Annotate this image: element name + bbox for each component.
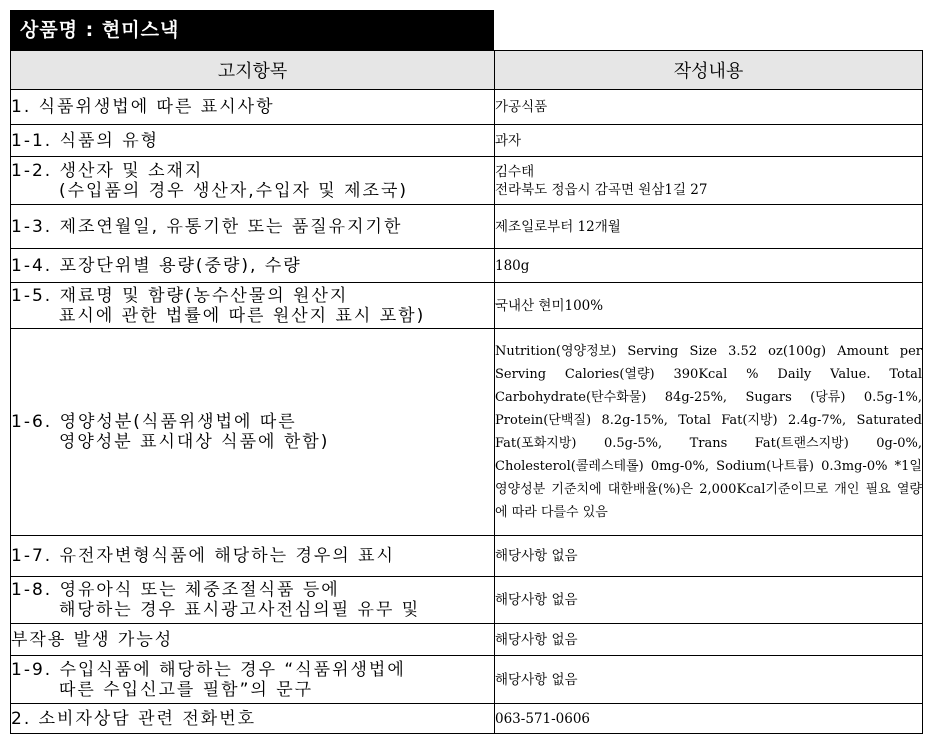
row-content: 제조일로부터 12개월 bbox=[495, 205, 923, 249]
table-row bbox=[11, 249, 923, 283]
row-content: 해당사항 없음 bbox=[495, 624, 923, 656]
table-row bbox=[11, 536, 923, 577]
nutrition-note: *1일 영양성분 기준치에 대한배율(%)은 2,000Kcal기준이므로 개인 필요 열량에 따라 다를수 있음 bbox=[495, 459, 922, 520]
table-row bbox=[11, 656, 923, 704]
row-item: 1. 식품위생법에 따른 표시사항 bbox=[11, 90, 495, 125]
row-content: 가공식품 bbox=[495, 90, 923, 125]
row-item: 1-3. 제조연월일, 유통기한 또는 품질유지기한 bbox=[11, 205, 495, 249]
nutrition-text: Nutrition(영양정보) Serving Size 3.52 oz(100g) Amount per Serving Calories(열량) 390Kcal % Daily Value. Total Carbohydrate(탄수화물) 84g-25%, Sugars (당류) 0.5g-1%, Protein(단백질) 8.2g-15%, Total Fat(지방) 2.4g-7%, Saturated Fat(포화지방) 0.5g-5%, Trans Fat(트랜스지방) 0g-0%, Cholesterol(콜레스테롤) 0mg-0%, Sodium(나트륨) 0.3mg-0% bbox=[495, 344, 922, 474]
product-info-table bbox=[10, 50, 923, 734]
header-item: 고지항목 bbox=[11, 51, 495, 90]
table-row-nutrition bbox=[11, 329, 923, 536]
product-name-banner bbox=[10, 10, 494, 50]
nutrition-facts bbox=[495, 329, 923, 536]
table-row bbox=[11, 624, 923, 656]
table-row bbox=[11, 125, 923, 157]
table-row bbox=[11, 205, 923, 249]
row-content: 해당사항 없음 bbox=[495, 536, 923, 577]
row-content: 180g bbox=[495, 249, 923, 283]
row-content: 해당사항 없음 bbox=[495, 577, 923, 624]
row-content: 과자 bbox=[495, 125, 923, 157]
row-content: 063-571-0606 bbox=[495, 704, 923, 734]
row-item: 부작용 발생 가능성 bbox=[11, 624, 495, 656]
row-item: 1-9. 수입식품에 해당하는 경우 “식품위생법에 따른 수입신고를 필함”의 문구 bbox=[11, 656, 495, 704]
header-content: 작성내용 bbox=[495, 51, 923, 90]
table-row bbox=[11, 704, 923, 734]
row-content: 해당사항 없음 bbox=[495, 656, 923, 704]
row-item: 1-1. 식품의 유형 bbox=[11, 125, 495, 157]
row-item: 1-8. 영유아식 또는 체중조절식품 등에 해당하는 경우 표시광고사전심의필 유무 및 bbox=[11, 577, 495, 624]
product-name-label: 상품명 : 현미스낵 bbox=[20, 19, 180, 41]
row-item: 1-2. 생산자 및 소재지 (수입품의 경우 생산자,수입자 및 제조국) bbox=[11, 157, 495, 205]
table-header-row bbox=[11, 51, 923, 90]
row-content: 김수태 전라북도 정읍시 감곡면 원삼1길 27 bbox=[495, 157, 923, 205]
table-row bbox=[11, 283, 923, 329]
row-item: 1-7. 유전자변형식품에 해당하는 경우의 표시 bbox=[11, 536, 495, 577]
table-row bbox=[11, 157, 923, 205]
row-item: 1-4. 포장단위별 용량(중량), 수량 bbox=[11, 249, 495, 283]
row-item: 1-6. 영양성분(식품위생법에 따른 영양성분 표시대상 식품에 한함) bbox=[11, 329, 495, 536]
row-content: 국내산 현미100% bbox=[495, 283, 923, 329]
row-item: 2. 소비자상담 관련 전화번호 bbox=[11, 704, 495, 734]
table-row bbox=[11, 577, 923, 624]
table-row bbox=[11, 90, 923, 125]
row-item: 1-5. 재료명 및 함량(농수산물의 원산지 표시에 관한 법률에 따른 원산지 표시 포함) bbox=[11, 283, 495, 329]
